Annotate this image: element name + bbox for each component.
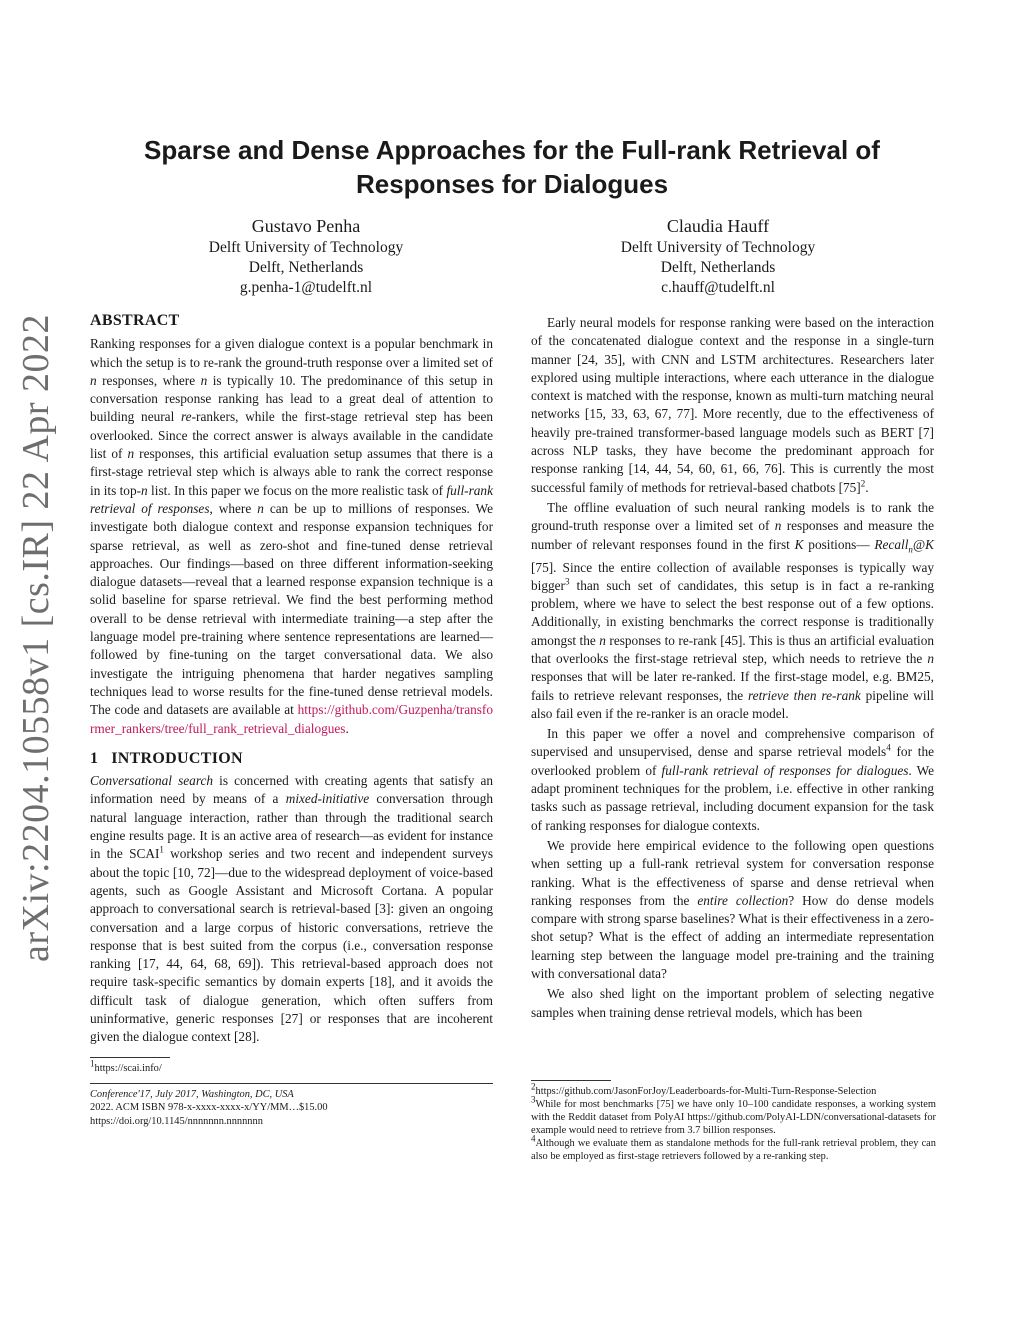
author-affiliation: Delft University of Technology <box>208 239 404 256</box>
code-link[interactable]: https://github.com/Guzpenha/transformer_rankers/tree/full_rank_retrieval_dialogues <box>90 702 493 736</box>
footnote-link[interactable]: https://scai.info/ <box>94 1062 162 1074</box>
paragraph: In this paper we offer a novel and comprehensive comparison of supervised and unsupervised, dense and sparse retrieval models$^4$ for the overlooked problem of full-rank retrieval of responses for dialogues. We adapt prominent techniques for the problem, i.e. effective in other ranking tasks such as passage retrieval, including document expansion for the task of ranking responses for dialogue contexts. <box>531 726 935 833</box>
footnote-divider <box>90 1057 170 1058</box>
doi-link[interactable]: https://doi.org/10.1145/nnnnnnn.nnnnnnn <box>90 1115 263 1127</box>
footnote-ref[interactable]: 4 <box>886 743 891 754</box>
conference-info: Conference'17, July 2017, Washington, DC, USA 2022. ACM ISBN 978-x-xxxx-xxxx-x/YY/MM…$15.00 https://doi.org/10.1145/nnnnnnn.nnnnnnn <box>90 1088 493 1129</box>
footnote: $^3$While for most benchmarks [75] we have only 10–100 candidate responses, a working system with the Reddit dataset from PolyAI https://github.com/PolyAI-LDN/conversational-datasets for example would need to retrieve from 3.7 billion responses. <box>531 1094 936 1136</box>
author-email[interactable]: c.hauff@tudelft.nl <box>661 279 775 296</box>
paragraph: The offline evaluation of such neural ranking models is to rank the ground-truth response over a limited set of n responses and measure the number of relevant responses found in the first K positions— Recall$_n$@K [75]. Since the entire collection of available responses is typically way bigger$^3$ than such set of candidates, this setup is in fact a re-ranking problem, where we have to select the best response out of a few options. Additionally, in existing benchmarks the correct response is traditionally amongst the n responses to re-rank [45]. This is thus an artificial evaluation that overlooks the first-stage retrieval step, which needs to retrieve the n responses that will be later re-ranked. If the first-stage model, e.g. BM25, fails to retrieve relevant responses, the retrieve then re-rank pipeline will also fail even if the re-ranker is an oracle model. <box>531 499 935 721</box>
footnote: $^4$Although we evaluate them as standalone methods for the full-rank retrieval problem, they can also be employed as first-stage retrievers followed by a re-ranking step. <box>531 1133 936 1162</box>
paragraph: Early neural models for response ranking were based on the interaction of the concatenated dialogue context and the response in a single-turn manner [24, 35], with CNN and LSTM architectures. Researchers later explored using multiple interactions, where each utterance in the dialogue context is matched with the response, known as multi-turn matching neural networks [15, 33, 63, 67, 77]. More recently, due to the effectiveness of heavily pre-trained transformer-based language models such as BERT [7] across NLP tasks, they have become the predominant approach for response ranking [14, 44, 54, 60, 61, 66, 76]. This is currently the most successful family of methods for retrieval-based chatbots $[75]^2$. <box>531 315 934 495</box>
author-block <box>538 214 898 298</box>
intro-heading: 1 INTRODUCTION <box>90 749 243 767</box>
author-name: Gustavo Penha <box>251 216 361 236</box>
author-location: Delft, Netherlands <box>660 259 776 276</box>
footnote-link[interactable]: https://github.com/JasonForJoy/Leaderboards-for-Multi-Turn-Response-Selection <box>535 1086 877 1097</box>
arxiv-identifier: arXiv:2204.10558v1 [cs.IR] 22 Apr 2022 <box>15 313 57 962</box>
right-footnotes <box>531 1080 936 1163</box>
footnote-ref[interactable]: 2 <box>860 478 866 489</box>
left-column <box>90 312 493 1128</box>
author-block <box>126 214 486 298</box>
footnote-ref[interactable]: 3 <box>564 576 570 587</box>
footnote-ref[interactable]: 1 <box>159 844 164 855</box>
metadata-divider <box>90 1083 493 1084</box>
author-email[interactable]: g.penha-1@tudelft.nl <box>239 279 373 296</box>
author-name: Claudia Hauff <box>666 216 770 236</box>
abstract-text: Ranking responses for a given dialogue context is a popular benchmark in which the setup is to re-rank the ground-truth response over a limited set of n responses, where n is typically 10. The predominance of this setup in conversation response ranking has lead to a great deal of attention to building neural re-rankers, while the first-stage retrieval step has been overlooked. Since the correct answer is always available in the candidate list of n responses, this artificial evaluation setup assumes that there is a first-stage retrieval step which is always able to rank the correct response in its top-n list. In this paper we focus on the more realistic task of full-rank retrieval of responses, where n can be up to millions of responses. We investigate both dialogue context and response expansion techniques for sparse retrieval, as well as zero-shot and fine-tuned dense retrieval approaches. Our findings—based on three different information-seeking dialogue datasets—reveal that a learned response expansion technique is a solid baseline for sparse retrieval. We find the best performing method overall to be dense retrieval with intermediate training—a step after the language model pre-training where sentence representations are learned—followed by fine-tuning on the target conversational data. We also investigate the intriguing phenomena that harder negatives sampling techniques lead to worse results for the fine-tuned dense retrieval models. The code and datasets are available at https://github.com/Guzpenha/transformer_rankers/tree/full_rank_retrieval_dialogues. <box>90 336 493 736</box>
right-column <box>531 314 934 1022</box>
paragraph: We also shed light on the important problem of selecting negative samples when training dense retrieval models, which has been <box>531 986 934 1020</box>
footnote: $^1$https://scai.info/ <box>90 1058 162 1074</box>
abstract-heading: ABSTRACT <box>90 312 180 329</box>
footnote-divider <box>531 1080 611 1081</box>
footnote: $^2$https://github.com/JasonForJoy/Leaderboards-for-Multi-Turn-Response-Selection <box>531 1081 877 1097</box>
author-location: Delft, Netherlands <box>248 259 364 276</box>
intro-text: Conversational search is concerned with creating agents that satisfy an information need by means of a mixed-initiative conversation through natural language interaction, rather than through the traditional search engine results page. It is an active area of research—as evident for instance in the SCAI$^1$ workshop series and two recent and independent surveys about the topic [10, 72]—due to the widespread deployment of voice-based agents, such as Google Assistant and Microsoft Cortana. A popular approach to conversational search is retrieval-based [3]: given an ongoing conversation and a large corpus of historic conversations, retrieve the response that is best suited from the corpus (i.e., conversation response ranking [17, 44, 64, 68, 69]). This retrieval-based approach does not require task-specific semantics by domain experts [18], and it avoids the difficult task of dialogue generation, which often suffers from uninformative, generic responses [27] or responses that are incoherent given the dialogue context [28]. <box>90 773 494 1045</box>
paper-title: Sparse and Dense Approaches for the Full-rank Retrieval of Responses for Dialogues <box>144 135 880 199</box>
paragraph: We provide here empirical evidence to the following open questions when setting up a full-rank retrieval system for conversation response ranking. What is the effectiveness of sparse and dense retrieval when ranking responses from the entire collection? How do dense models compare with strong sparse baselines? What is their effectiveness in a zero-shot setup? What is the effect of adding an intermediate representation learning step between the language model pre-training and the training with conversational data? <box>531 837 934 982</box>
author-affiliation: Delft University of Technology <box>620 239 816 256</box>
